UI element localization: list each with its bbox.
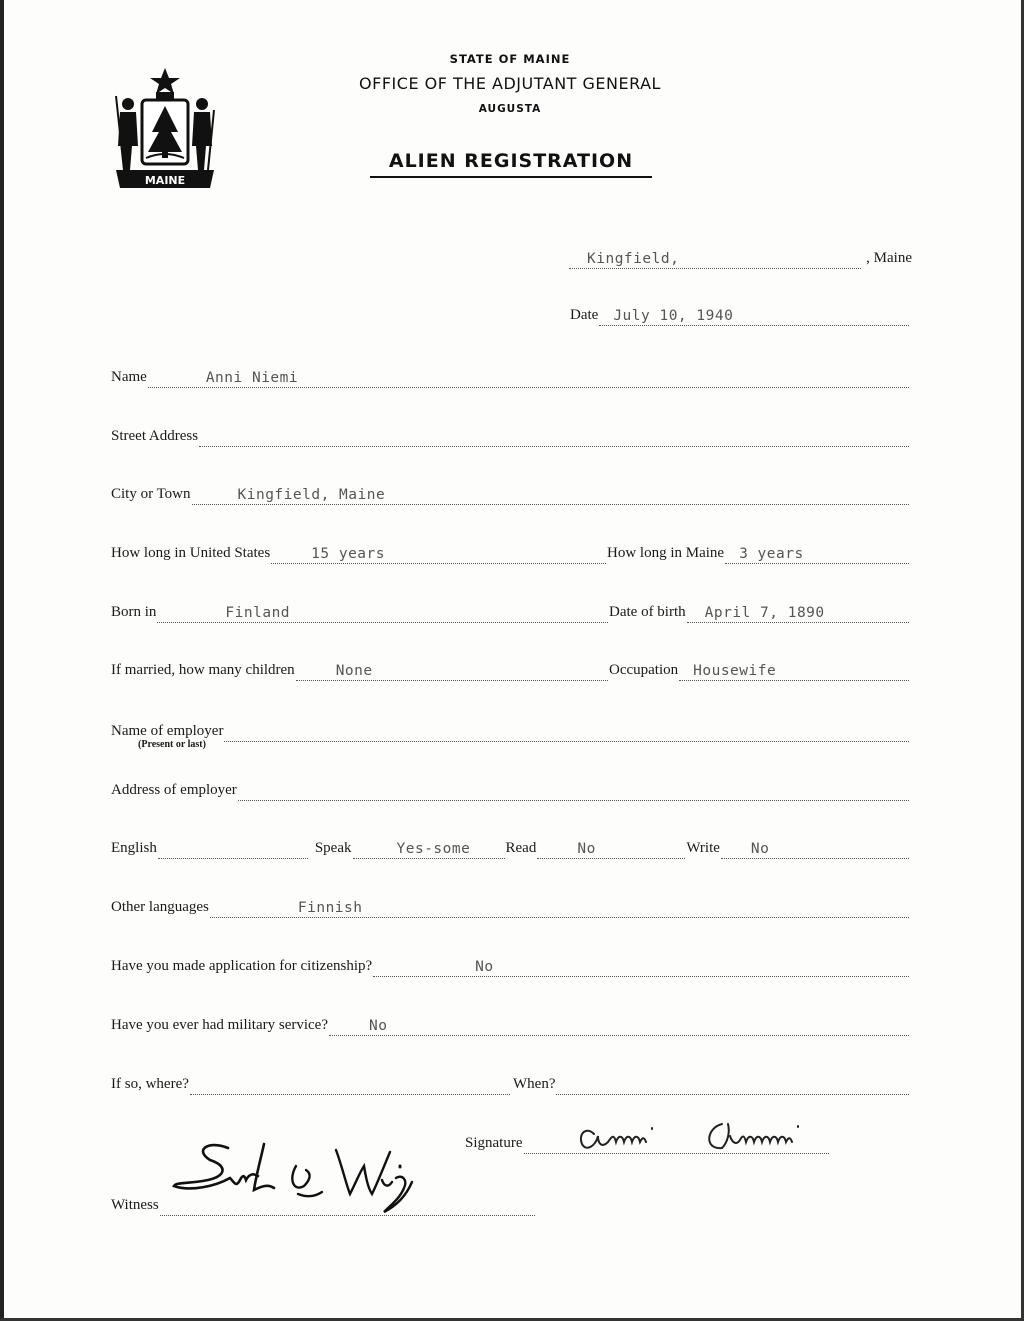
- employer-address-row: [111, 775, 910, 801]
- children-field[interactable]: [296, 658, 608, 681]
- write-value: No: [750, 841, 770, 857]
- city-heading: AUGUSTA: [478, 103, 542, 115]
- city-row: [111, 479, 910, 505]
- read-value: No: [577, 841, 596, 857]
- place-row: [568, 243, 912, 269]
- how-long-us-value: 15 years: [311, 546, 385, 562]
- citizenship-row: [111, 951, 910, 977]
- name-row: [111, 362, 910, 388]
- date-row: [570, 300, 910, 326]
- occupation-field[interactable]: [679, 658, 909, 681]
- when-field[interactable]: [556, 1072, 909, 1095]
- employer-field[interactable]: [224, 719, 909, 742]
- dob-field[interactable]: [687, 600, 909, 623]
- date-label: Date: [570, 307, 599, 323]
- military-value: No: [369, 1018, 388, 1034]
- children-row: [111, 655, 609, 681]
- maine-seal-icon: [112, 66, 218, 192]
- date-field[interactable]: [599, 303, 909, 326]
- military-field[interactable]: [329, 1013, 909, 1036]
- dob-value: April 7, 1890: [704, 605, 825, 621]
- english-row: [111, 833, 910, 859]
- form-title: ALIEN REGISTRATION: [370, 150, 652, 178]
- street-row: [111, 421, 910, 447]
- read-field[interactable]: [537, 836, 685, 859]
- employer-label: Name of employer: [111, 723, 224, 739]
- citizenship-label: Have you made application for citizenship?: [111, 958, 373, 974]
- military-label: Have you ever had military service?: [111, 1017, 328, 1033]
- city-label: City or Town: [111, 486, 191, 502]
- employer-sublabel: (Present or last): [138, 739, 206, 750]
- employer-row: [111, 716, 910, 742]
- city-value: Kingfield, Maine: [237, 487, 386, 503]
- name-label: Name: [111, 369, 147, 385]
- when-row: [513, 1069, 910, 1095]
- place-suffix: , Maine: [866, 250, 912, 266]
- citizenship-field[interactable]: [373, 954, 909, 977]
- witness-signature: [170, 1136, 430, 1218]
- date-value: July 10, 1940: [613, 308, 734, 324]
- how-long-maine-field[interactable]: [725, 541, 909, 564]
- other-languages-row: [111, 892, 910, 918]
- occupation-label: Occupation: [609, 662, 679, 678]
- applicant-signature: [572, 1112, 832, 1156]
- city-field[interactable]: [192, 482, 909, 505]
- where-field[interactable]: [190, 1072, 510, 1095]
- seal-banner-text: MAINE: [144, 174, 186, 187]
- citizenship-value: No: [475, 959, 494, 975]
- how-long-us-row: [111, 538, 607, 564]
- where-label: If so, where?: [111, 1076, 189, 1092]
- english-field[interactable]: [158, 836, 308, 859]
- name-value: Anni Niemi: [205, 370, 299, 386]
- signature-label: Signature: [465, 1135, 523, 1151]
- read-label: Read: [505, 840, 537, 856]
- when-label: When?: [513, 1076, 556, 1092]
- speak-label: Speak: [314, 840, 352, 856]
- occupation-row: [609, 655, 910, 681]
- children-value: None: [335, 663, 373, 679]
- write-field[interactable]: [721, 836, 909, 859]
- born-in-label: Born in: [111, 604, 157, 620]
- born-in-value: Finland: [225, 605, 291, 621]
- how-long-us-label: How long in United States: [111, 545, 271, 561]
- born-in-field[interactable]: [157, 600, 608, 623]
- employer-address-field[interactable]: [238, 778, 909, 801]
- how-long-maine-value: 3 years: [739, 546, 804, 562]
- scan-edge-left: [0, 0, 4, 1321]
- how-long-maine-label: How long in Maine: [607, 545, 725, 561]
- dob-label: Date of birth: [609, 604, 686, 620]
- office-heading: OFFICE OF THE ADJUTANT GENERAL: [359, 74, 661, 93]
- state-heading: STATE OF MAINE: [449, 52, 571, 66]
- occupation-value: Housewife: [693, 663, 777, 679]
- military-row: [111, 1010, 910, 1036]
- how-long-maine-row: [607, 538, 910, 564]
- other-languages-field[interactable]: [210, 895, 909, 918]
- name-field[interactable]: [148, 365, 909, 388]
- place-field[interactable]: [569, 246, 861, 269]
- dob-row: [609, 597, 910, 623]
- other-languages-value: Finnish: [297, 900, 363, 916]
- english-label: English: [111, 840, 157, 856]
- write-label: Write: [686, 840, 720, 856]
- where-row: [111, 1069, 511, 1095]
- how-long-us-field[interactable]: [271, 541, 606, 564]
- street-label: Street Address: [111, 428, 199, 444]
- place-value: Kingfield,: [587, 251, 680, 267]
- employer-address-label: Address of employer: [111, 782, 237, 798]
- street-field[interactable]: [199, 424, 909, 447]
- children-label: If married, how many children: [111, 662, 295, 678]
- speak-field[interactable]: [353, 836, 505, 859]
- speak-value: Yes-some: [396, 841, 471, 857]
- witness-label: Witness: [111, 1197, 159, 1213]
- other-languages-label: Other languages: [111, 899, 209, 915]
- born-in-row: [111, 597, 609, 623]
